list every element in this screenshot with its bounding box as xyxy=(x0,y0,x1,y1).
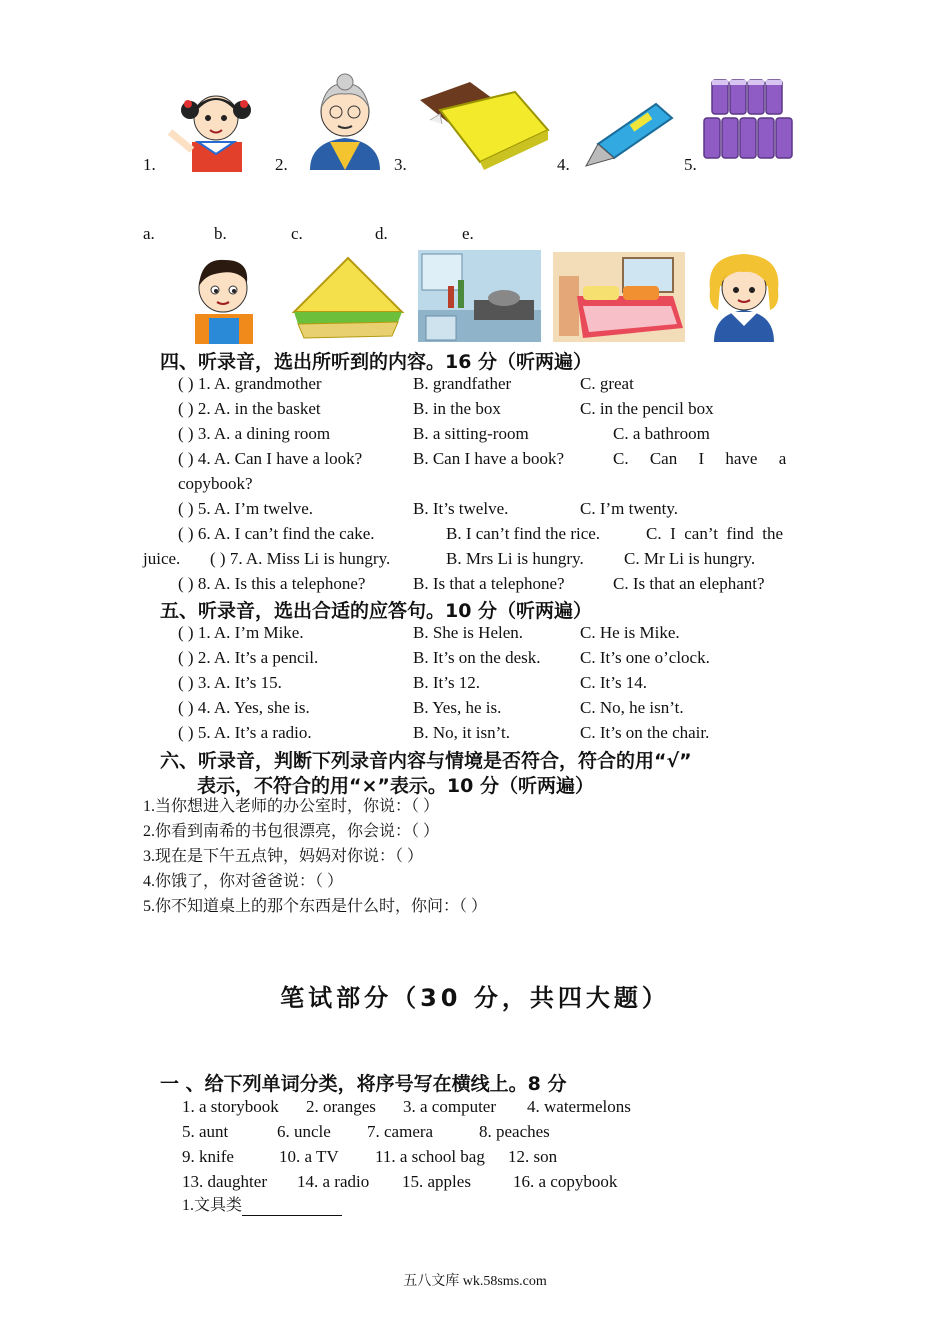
picture-4-label: 4. xyxy=(557,155,570,174)
s5-q3-a: ( ) 3. A. It’s 15. xyxy=(178,673,282,692)
kitchen-icon xyxy=(418,250,541,342)
s4-q6-b: B. I can’t find the rice. xyxy=(446,524,601,543)
s4-q4-a: ( ) 4. A. Can I have a look? xyxy=(178,449,363,468)
s5-q5-a: ( ) 5. A. It’s a radio. xyxy=(178,723,312,742)
w1-r2-c1: 5. aunt xyxy=(182,1122,229,1141)
w1-r1-c4: 4. watermelons xyxy=(527,1097,631,1116)
section4-heading: 四、听录音，选出所听到的内容。16 分（听两遍） xyxy=(160,351,593,373)
s5-q3-c: C. It’s 14. xyxy=(580,673,648,692)
s4-q6-c: C. I can’t find the xyxy=(646,524,784,543)
picture-3 xyxy=(410,80,552,170)
w1-r4-c2: 14. a radio xyxy=(297,1172,370,1191)
picture-c-label: c. xyxy=(291,224,303,243)
pen-icon xyxy=(576,98,676,168)
s4-q1-c: C. great xyxy=(580,374,634,393)
s4-q7-c: C. Mr Li is hungry. xyxy=(624,549,756,568)
picture-d-label: d. xyxy=(375,224,388,243)
w1-r4-c3: 15. apples xyxy=(402,1172,471,1191)
picture-e-label: e. xyxy=(462,224,474,243)
w1-r3-c1: 9. knife xyxy=(182,1147,234,1166)
w1-r3-c2: 10. a TV xyxy=(279,1147,339,1166)
s4-q7-a: ( ) 7. A. Miss Li is hungry. xyxy=(210,549,391,568)
w1-answer-label: 1.文具类 xyxy=(182,1197,243,1214)
s5-q1-a: ( ) 1. A. I’m Mike. xyxy=(178,623,304,642)
section6-heading-line2: 表示，不符合的用“×”表示。10 分（听两遍） xyxy=(197,775,594,797)
picture-e xyxy=(700,246,788,342)
w1-r1-c1: 1. a storybook xyxy=(182,1097,279,1116)
picture-2-label: 2. xyxy=(275,155,288,174)
s5-q2-a: ( ) 2. A. It’s a pencil. xyxy=(178,648,319,667)
s4-q4-c: C. Can I have a xyxy=(613,449,787,468)
bedroom-icon xyxy=(553,252,685,342)
picture-4 xyxy=(576,98,676,168)
s4-q2-a: ( ) 2. A. in the basket xyxy=(178,399,321,418)
s5-q4-c: C. No, he isn’t. xyxy=(580,698,684,717)
w1-r3-c3: 11. a school bag xyxy=(375,1147,485,1166)
s4-q8-a: ( ) 8. A. Is this a telephone? xyxy=(178,574,366,593)
picture-3-label: 3. xyxy=(394,155,407,174)
s4-q3-b: B. a sitting-room xyxy=(413,424,529,443)
picture-1 xyxy=(158,80,270,172)
w1-r4-c4: 16. a copybook xyxy=(513,1172,618,1191)
s4-q6-cont: juice. xyxy=(143,549,181,568)
w1-r2-c4: 8. peaches xyxy=(479,1122,550,1141)
w1-r2-c2: 6. uncle xyxy=(277,1122,331,1141)
s5-q2-b: B. It’s on the desk. xyxy=(413,648,541,667)
picture-a xyxy=(185,252,263,344)
girl-pointing-icon xyxy=(158,80,270,172)
s6-item-2: 2.你看到南希的书包很漂亮，你会说：（ ） xyxy=(143,823,440,840)
s5-q3-b: B. It’s 12. xyxy=(413,673,481,692)
s4-q2-c: C. in the pencil box xyxy=(580,399,714,418)
s5-q4-a: ( ) 4. A. Yes, she is. xyxy=(178,698,310,717)
s5-q2-c: C. It’s one o’clock. xyxy=(580,648,710,667)
section5-heading: 五、听录音，选出合适的应答句。10 分（听两遍） xyxy=(160,600,593,622)
s5-q5-c: C. It’s on the chair. xyxy=(580,723,710,742)
boy-icon xyxy=(185,252,263,344)
w1-r1-c2: 2. oranges xyxy=(306,1097,376,1116)
s4-q7-b: B. Mrs Li is hungry. xyxy=(446,549,584,568)
girl-blonde-icon xyxy=(700,246,788,342)
picture-2 xyxy=(296,72,394,170)
s4-q8-c: C. Is that an elephant? xyxy=(613,574,765,593)
grandmother-icon xyxy=(296,72,394,170)
s6-item-4: 4.你饿了，你对爸爸说：（ ） xyxy=(143,873,344,890)
w1-r4-c1: 13. daughter xyxy=(182,1172,267,1191)
w1-answer-blank[interactable] xyxy=(242,1199,342,1216)
s4-q8-b: B. Is that a telephone? xyxy=(413,574,565,593)
s5-q1-b: B. She is Helen. xyxy=(413,623,524,642)
written1-heading: 一 、给下列单词分类，将序号写在横线上。8 分 xyxy=(160,1073,567,1095)
section6-heading-line1: 六、听录音，判断下列录音内容与情境是否符合，符合的用“√” xyxy=(160,750,692,772)
w1-r2-c3: 7. camera xyxy=(367,1122,434,1141)
picture-5 xyxy=(698,72,798,168)
w1-r1-c3: 3. a computer xyxy=(403,1097,496,1116)
s5-q4-b: B. Yes, he is. xyxy=(413,698,502,717)
s4-q3-c: C. a bathroom xyxy=(613,424,710,443)
picture-c xyxy=(418,250,541,342)
s4-q3-a: ( ) 3. A. a dining room xyxy=(178,424,331,443)
sandwich-icon xyxy=(288,252,406,342)
picture-5-label: 5. xyxy=(684,155,697,174)
s4-q1-b: B. grandfather xyxy=(413,374,512,393)
picture-d xyxy=(553,252,685,342)
chocolate-bar-icon xyxy=(410,80,552,170)
s5-q1-c: C. He is Mike. xyxy=(580,623,680,642)
footer-watermark: 五八文库 wk.58sms.com xyxy=(403,1274,547,1289)
w1-answer-row xyxy=(182,1196,342,1216)
s6-item-1: 1.当你想进入老师的办公室时，你说：（ ） xyxy=(143,798,440,815)
s4-q5-c: C. I’m twenty. xyxy=(580,499,679,518)
picture-b-label: b. xyxy=(214,224,227,243)
s6-item-5: 5.你不知道桌上的那个东西是什么时，你问：（ ） xyxy=(143,898,488,915)
picture-a-label: a. xyxy=(143,224,155,243)
s4-q5-a: ( ) 5. A. I’m twelve. xyxy=(178,499,314,518)
picture-1-label: 1. xyxy=(143,155,156,174)
s4-q4-cont: copybook? xyxy=(178,474,253,493)
s4-q5-b: B. It’s twelve. xyxy=(413,499,509,518)
soda-cans-icon xyxy=(698,72,798,168)
s4-q1-a: ( ) 1. A. grandmother xyxy=(178,374,322,393)
s4-q4-b: B. Can I have a book? xyxy=(413,449,565,468)
s4-q6-a: ( ) 6. A. I can’t find the cake. xyxy=(178,524,375,543)
s4-q2-b: B. in the box xyxy=(413,399,501,418)
written-part-title: 笔试部分（30 分，共四大题） xyxy=(280,984,670,1012)
picture-b xyxy=(288,252,406,342)
s5-q5-b: B. No, it isn’t. xyxy=(413,723,510,742)
w1-r3-c4: 12. son xyxy=(508,1147,558,1166)
s6-item-3: 3.现在是下午五点钟，妈妈对你说：（ ） xyxy=(143,848,424,865)
